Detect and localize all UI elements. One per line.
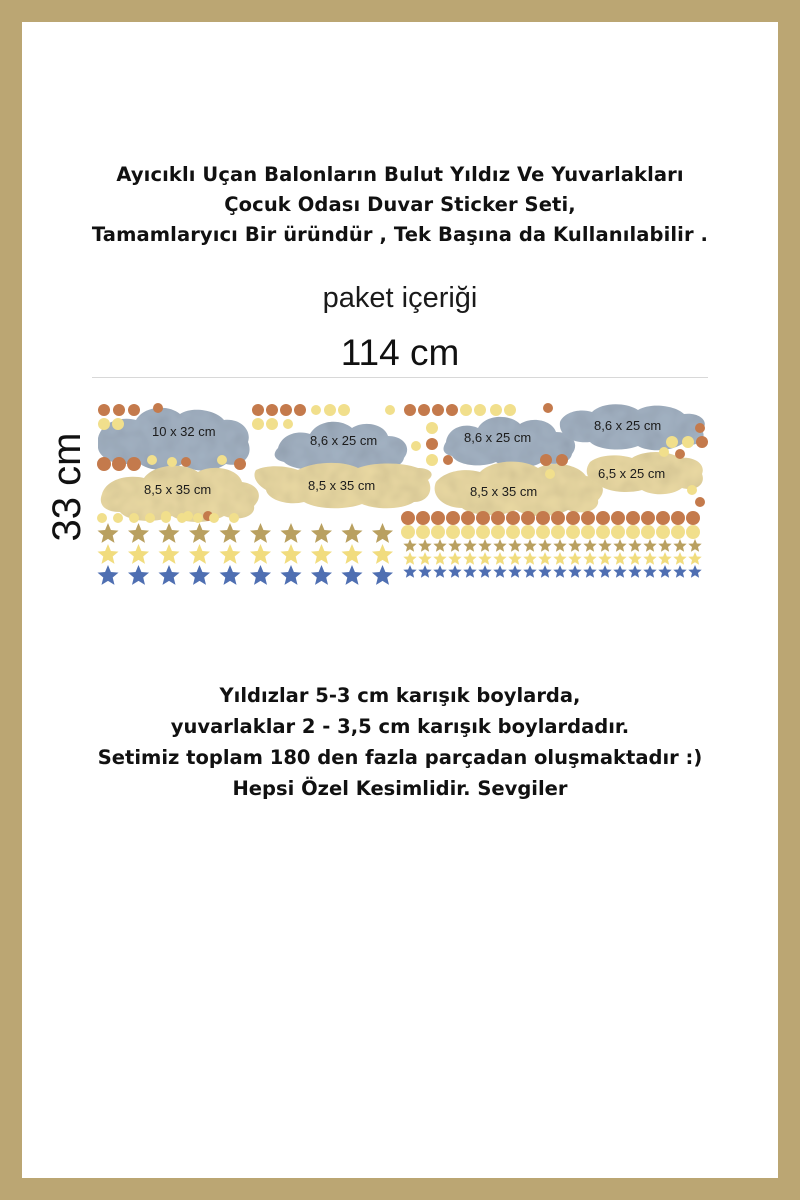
circle-sticker [506, 511, 520, 525]
star-sticker [159, 565, 180, 585]
star-sticker [478, 552, 491, 565]
star-sticker [311, 523, 332, 543]
sheet-width-label: 114 cm [340, 332, 460, 373]
circle-sticker [252, 418, 264, 430]
cloud-size-label: 8,6 x 25 cm [310, 433, 378, 448]
circle-sticker [686, 525, 700, 539]
circle-sticker [611, 525, 625, 539]
circle-sticker [217, 455, 227, 465]
star-sticker [613, 565, 626, 578]
star-sticker [98, 523, 119, 543]
star-sticker [598, 552, 611, 565]
circle-sticker [461, 511, 475, 525]
circle-sticker [611, 511, 625, 525]
circle-sticker [491, 511, 505, 525]
star-sticker [372, 544, 393, 564]
star-sticker [189, 565, 210, 585]
circle-sticker [229, 513, 239, 523]
circle-sticker [695, 423, 705, 433]
star-sticker [281, 544, 302, 564]
circle-sticker [626, 511, 640, 525]
star-sticker [598, 539, 611, 552]
circle-sticker [153, 403, 163, 413]
circle-sticker [446, 525, 460, 539]
circle-sticker [656, 511, 670, 525]
circle-sticker [641, 511, 655, 525]
circle-sticker [490, 404, 502, 416]
star-sticker [598, 565, 611, 578]
circle-sticker [401, 525, 415, 539]
circle-sticker [460, 404, 472, 416]
circle-sticker [687, 485, 697, 495]
circle-sticker [521, 511, 535, 525]
circle-sticker [294, 404, 306, 416]
circle-sticker [401, 511, 415, 525]
star-sticker [628, 565, 641, 578]
notes-line-2: yuvarlaklar 2 - 3,5 cm karışık boylardadır. [170, 715, 630, 738]
star-sticker [508, 552, 521, 565]
circle-sticker [193, 513, 203, 523]
circle-sticker [127, 457, 141, 471]
circle-sticker [443, 455, 453, 465]
star-sticker [583, 565, 596, 578]
width-ruler [92, 377, 708, 378]
star-sticker [220, 565, 241, 585]
star-sticker [463, 552, 476, 565]
star-sticker [448, 552, 461, 565]
circle-sticker [426, 422, 438, 434]
star-sticker [433, 539, 446, 552]
circle-sticker [596, 511, 610, 525]
star-sticker [250, 544, 271, 564]
star-sticker [189, 523, 210, 543]
circle-sticker [476, 525, 490, 539]
cloud-size-label: 8,5 x 35 cm [470, 484, 538, 499]
circle-sticker [283, 419, 293, 429]
circle-sticker [659, 447, 669, 457]
circle-sticker [338, 404, 350, 416]
circle-sticker [536, 525, 550, 539]
circle-sticker [145, 513, 155, 523]
circle-sticker [418, 404, 430, 416]
star-sticker [403, 565, 416, 578]
circle-sticker [234, 458, 246, 470]
star-sticker [372, 565, 393, 585]
star-sticker [658, 539, 671, 552]
circle-sticker [626, 525, 640, 539]
star-sticker [311, 565, 332, 585]
circle-sticker [426, 454, 438, 466]
circle-sticker [682, 436, 694, 448]
circle-sticker [666, 436, 678, 448]
star-sticker [613, 539, 626, 552]
star-sticker [643, 539, 656, 552]
star-sticker [688, 552, 701, 565]
circle-sticker [491, 525, 505, 539]
star-sticker [250, 523, 271, 543]
star-sticker [403, 539, 416, 552]
star-sticker [583, 539, 596, 552]
circle-sticker [98, 418, 110, 430]
circle-sticker [385, 405, 395, 415]
star-sticker [553, 565, 566, 578]
star-sticker [220, 544, 241, 564]
circle-sticker [581, 511, 595, 525]
star-sticker [478, 565, 491, 578]
circle-sticker [97, 457, 111, 471]
star-sticker [128, 565, 149, 585]
circle-sticker [416, 511, 430, 525]
circle-sticker [147, 455, 157, 465]
sheet-height-label: 33 cm [45, 432, 89, 542]
product-notes [0, 680, 800, 804]
star-sticker [613, 552, 626, 565]
star-sticker [688, 565, 701, 578]
star-sticker [628, 539, 641, 552]
notes-line-4: Hepsi Özel Kesimlidir. Sevgiler [232, 777, 568, 800]
star-sticker [159, 544, 180, 564]
star-sticker [433, 552, 446, 565]
cloud-size-label: 8,5 x 35 cm [144, 482, 212, 497]
star-sticker [189, 544, 210, 564]
cloud-size-label: 8,6 x 25 cm [594, 418, 662, 433]
notes-line-3: Setimiz toplam 180 den fazla parçadan oluşmaktadır :) [97, 746, 703, 769]
star-sticker [553, 539, 566, 552]
star-sticker [448, 565, 461, 578]
star-sticker [159, 523, 180, 543]
star-sticker [250, 565, 271, 585]
star-sticker [463, 565, 476, 578]
circle-sticker [566, 525, 580, 539]
circle-sticker [129, 513, 139, 523]
star-sticker [281, 565, 302, 585]
star-sticker [128, 544, 149, 564]
star-sticker [538, 565, 551, 578]
cloud-size-label: 10 x 32 cm [152, 424, 216, 439]
circle-sticker [311, 405, 321, 415]
star-sticker [418, 539, 431, 552]
circle-sticker [521, 525, 535, 539]
circle-sticker [404, 404, 416, 416]
circle-sticker [506, 525, 520, 539]
circle-sticker [476, 511, 490, 525]
star-sticker [583, 552, 596, 565]
circle-sticker [252, 404, 264, 416]
star-sticker [538, 539, 551, 552]
circle-sticker [461, 525, 475, 539]
star-sticker [673, 539, 686, 552]
star-sticker [220, 523, 241, 543]
circle-sticker [596, 525, 610, 539]
circle-sticker [671, 511, 685, 525]
circle-sticker [266, 404, 278, 416]
circle-sticker [556, 454, 568, 466]
star-sticker [493, 565, 506, 578]
cloud-size-label: 8,5 x 35 cm [308, 478, 376, 493]
product-heading [0, 160, 800, 250]
circle-sticker [411, 441, 421, 451]
star-sticker [342, 565, 363, 585]
star-sticker [568, 565, 581, 578]
circle-sticker [431, 511, 445, 525]
circle-sticker [128, 404, 140, 416]
circle-sticker [695, 497, 705, 507]
star-sticker [673, 552, 686, 565]
circle-sticker [474, 404, 486, 416]
star-sticker [553, 552, 566, 565]
circle-sticker [545, 469, 555, 479]
circle-sticker [177, 513, 187, 523]
circle-sticker [696, 436, 708, 448]
cloud-size-label: 8,6 x 25 cm [464, 430, 532, 445]
heading-line-3: Tamamlaryıcı Bir üründür , Tek Başına da Kullanılabilir . [91, 223, 709, 246]
star-sticker [478, 539, 491, 552]
star-sticker [448, 539, 461, 552]
circle-sticker [112, 457, 126, 471]
star-sticker [568, 539, 581, 552]
star-sticker [658, 552, 671, 565]
star-sticker [98, 544, 119, 564]
sticker-sheet [92, 398, 710, 588]
heading-line-2: Çocuk Odası Duvar Sticker Seti, [224, 193, 576, 216]
circle-sticker [416, 525, 430, 539]
circle-sticker [641, 525, 655, 539]
circle-sticker [280, 404, 292, 416]
star-sticker [523, 539, 536, 552]
star-sticker [643, 552, 656, 565]
circle-sticker [504, 404, 516, 416]
star-sticker [98, 565, 119, 585]
circle-sticker [209, 513, 219, 523]
cloud-size-label: 6,5 x 25 cm [598, 466, 666, 481]
circle-sticker [113, 513, 123, 523]
star-sticker [508, 565, 521, 578]
circle-sticker [686, 511, 700, 525]
circle-sticker [551, 525, 565, 539]
star-sticker [568, 552, 581, 565]
circle-sticker [266, 418, 278, 430]
star-sticker [523, 565, 536, 578]
star-sticker [523, 552, 536, 565]
circle-sticker [446, 404, 458, 416]
star-sticker [643, 565, 656, 578]
circle-sticker [551, 511, 565, 525]
star-sticker [342, 544, 363, 564]
circle-sticker [656, 525, 670, 539]
circle-sticker [581, 525, 595, 539]
star-sticker [538, 552, 551, 565]
circle-sticker [675, 449, 685, 459]
star-sticker [418, 552, 431, 565]
star-sticker [673, 565, 686, 578]
circle-sticker [113, 404, 125, 416]
circle-sticker [181, 457, 191, 467]
circle-sticker [446, 511, 460, 525]
star-sticker [493, 552, 506, 565]
star-sticker [493, 539, 506, 552]
star-sticker [628, 552, 641, 565]
star-sticker [688, 539, 701, 552]
circle-sticker [426, 438, 438, 450]
star-sticker [372, 523, 393, 543]
star-sticker [463, 539, 476, 552]
circle-sticker [432, 404, 444, 416]
circle-sticker [431, 525, 445, 539]
star-sticker [658, 565, 671, 578]
circle-sticker [536, 511, 550, 525]
star-sticker [128, 523, 149, 543]
circle-sticker [97, 513, 107, 523]
heading-line-1: Ayıcıklı Uçan Balonların Bulut Yıldız Ve Yuvarlakları [116, 163, 684, 186]
star-sticker [418, 565, 431, 578]
star-sticker [433, 565, 446, 578]
circle-sticker [161, 513, 171, 523]
package-contents-label: paket içeriği [322, 282, 478, 314]
circle-sticker [112, 418, 124, 430]
star-sticker [508, 539, 521, 552]
star-sticker [281, 523, 302, 543]
star-sticker [403, 552, 416, 565]
circle-sticker [543, 403, 553, 413]
circle-sticker [671, 525, 685, 539]
circle-sticker [324, 404, 336, 416]
star-sticker [311, 544, 332, 564]
star-sticker [342, 523, 363, 543]
notes-line-1: Yıldızlar 5-3 cm karışık boylarda, [219, 684, 581, 707]
circle-sticker [540, 454, 552, 466]
circle-sticker [566, 511, 580, 525]
circle-sticker [98, 404, 110, 416]
circle-sticker [167, 457, 177, 467]
